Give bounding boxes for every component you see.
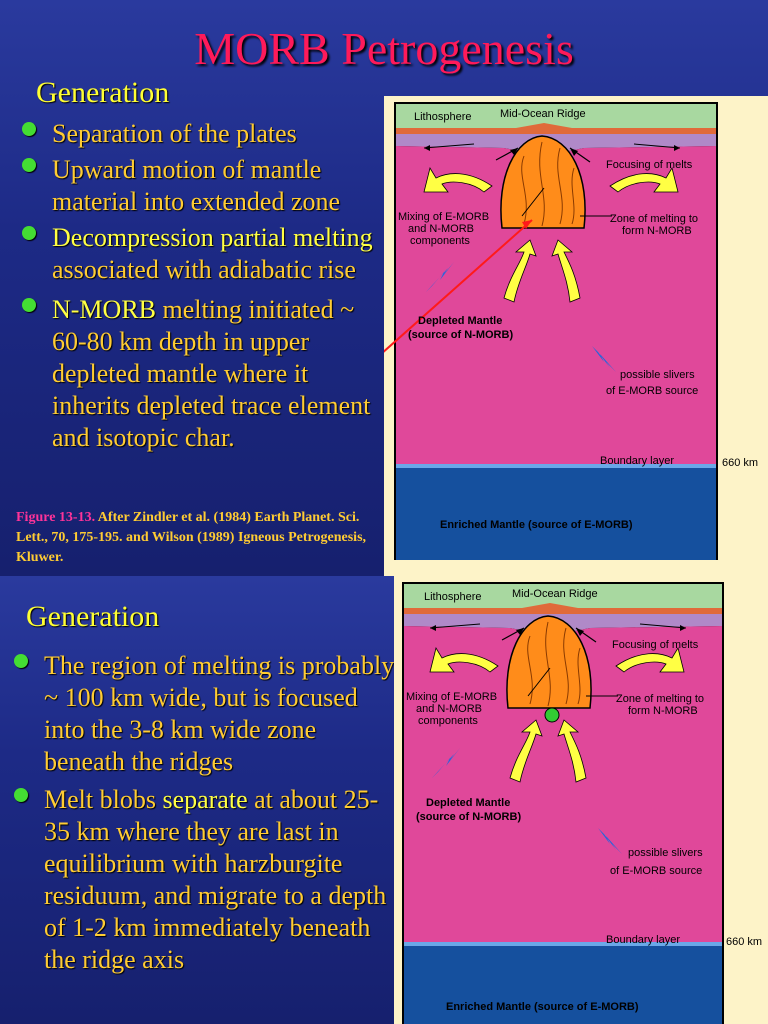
bullet-list bbox=[10, 650, 395, 976]
enriched-mantle bbox=[396, 468, 716, 560]
depleted-mantle-label: Depleted Mantle bbox=[418, 315, 503, 327]
depleted-mantle-label: (source of N-MORB) bbox=[408, 329, 514, 341]
bullet-icon bbox=[22, 158, 36, 172]
zone-label: Zone of melting to bbox=[610, 213, 699, 225]
slivers-label: of E-MORB source bbox=[606, 385, 699, 397]
svg-text:Depleted Mantle: Depleted Mantle bbox=[426, 797, 511, 809]
svg-text:components: components bbox=[418, 715, 478, 727]
morb-diagram bbox=[384, 96, 768, 576]
bullet-icon bbox=[14, 788, 28, 802]
mixing-label: and N-MORB bbox=[408, 223, 475, 235]
slide-title: MORB Petrogenesis bbox=[194, 23, 574, 74]
svg-text:possible slivers: possible slivers bbox=[628, 847, 703, 859]
bullet-icon bbox=[14, 654, 28, 668]
slide-bottom bbox=[0, 576, 768, 1024]
svg-text:660 km: 660 km bbox=[726, 936, 763, 948]
bullet-item: Upward motion of mantle material into extended zone bbox=[18, 154, 388, 218]
melt-blob-marker bbox=[545, 708, 559, 722]
enriched-mantle-label: Enriched Mantle (source of E-MORB) bbox=[440, 519, 633, 531]
bullet-item: The region of melting is probably ~ 100 km wide, but is focused into the 3-8 km wide zone beneath the ridges bbox=[10, 650, 395, 778]
zone-label: form N-MORB bbox=[622, 225, 692, 237]
bullet-item: Melt blobs separate at about 25-35 km where they are last in equilibrium with harzburgite residuum, and migrate to a depth of 1-2 km immediately beneath the ridge axis bbox=[10, 784, 395, 976]
bullet-icon bbox=[22, 226, 36, 240]
bullet-item: Decompression partial melting associated with adiabatic rise bbox=[18, 222, 388, 286]
ridge-label: Mid-Ocean Ridge bbox=[500, 108, 586, 120]
boundary-label: Boundary layer bbox=[600, 455, 674, 467]
mixing-label: components bbox=[410, 235, 470, 247]
svg-text:Focusing of melts: Focusing of melts bbox=[612, 639, 699, 651]
svg-text:of E-MORB source: of E-MORB source bbox=[610, 865, 703, 877]
morb-diagram bbox=[394, 576, 768, 1024]
svg-text:and N-MORB: and N-MORB bbox=[416, 703, 483, 715]
bullet-item: N-MORB melting initiated ~ 60-80 km depth in upper depleted mantle where it inherits depleted trace element and isotopic char. bbox=[18, 294, 388, 454]
section-heading: Generation bbox=[36, 76, 170, 109]
bullet-list bbox=[18, 118, 388, 454]
lithosphere-label: Lithosphere bbox=[414, 111, 472, 123]
svg-text:Boundary layer: Boundary layer bbox=[606, 934, 680, 946]
svg-text:Zone of melting to: Zone of melting to bbox=[616, 693, 705, 705]
section-heading: Generation bbox=[26, 600, 160, 633]
bullet-icon bbox=[22, 298, 36, 312]
slivers-label: possible slivers bbox=[620, 369, 695, 381]
bullet-item: Separation of the plates bbox=[18, 118, 388, 150]
svg-text:Enriched Mantle (source of E-M: Enriched Mantle (source of E-MORB) bbox=[446, 1001, 639, 1013]
focusing-label: Focusing of melts bbox=[606, 159, 693, 171]
svg-text:(source of N-MORB): (source of N-MORB) bbox=[416, 811, 522, 823]
depth-label: 660 km bbox=[722, 457, 759, 469]
figure-caption: Figure 13-13. After Zindler et al. (1984) Earth Planet. Sci. Lett., 70, 175-195. and Wilson (1989) Igneous Petrogenesis, Kluwer. bbox=[16, 510, 367, 565]
mixing-label: Mixing of E-MORB bbox=[398, 211, 490, 223]
bullet-icon bbox=[22, 122, 36, 136]
svg-text:Mixing of E-MORB: Mixing of E-MORB bbox=[406, 691, 498, 703]
svg-text:form N-MORB: form N-MORB bbox=[628, 705, 698, 717]
svg-text:Mid-Ocean Ridge: Mid-Ocean Ridge bbox=[512, 588, 598, 600]
svg-text:Lithosphere: Lithosphere bbox=[424, 591, 482, 603]
